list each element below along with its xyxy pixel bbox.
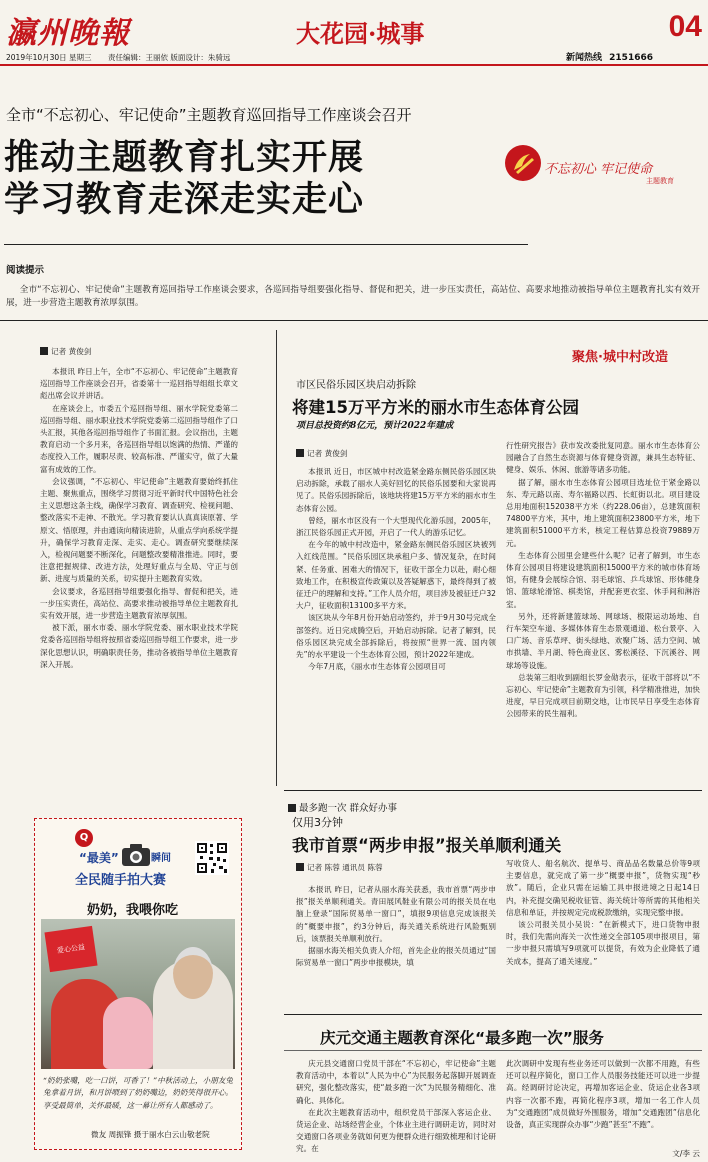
park-paragraph: 该区块从今年8月份开始启动签约，并于9月30号完成全部签约。近日完成腾空后，开始启动拆除。记者了解到，民俗乐园区块完成全部拆除后，将按照“世界一流、国内领先”的水平建设一个生态体育公园，预计2022年建成。: [296, 613, 496, 660]
park-paragraph: 在今年的城中村改造中，紧金路东侧民俗乐园区块被列入红线范围。“民俗乐园区块承租户多、情况复杂，在时间紧、任务重、困难大的情况下，征收干部全力以赴，耐心细致地工作，在积极宣传政策以及答疑解惑下，最终得到了被征迁户的理解和支持。”工作人员介绍，项目涉及被征迁户32大户，征收面积13100多平方米。: [296, 540, 496, 611]
byline-marker-icon: [40, 347, 48, 355]
qr-code-icon[interactable]: [195, 841, 229, 875]
reading-tip-rule: [0, 320, 708, 321]
bus-paragraph: 在此次主题教育活动中，组织党员干部深入客运企业、货运企业、站场经营企业，个体业主进行调研走访，同时对交通窗口各项业务就如何更为便群众进行细致梳理和讨论研究。在: [296, 1107, 496, 1154]
reading-tip-label: 阅读提示: [6, 265, 45, 276]
port-paragraph: 写收货人、船名航次、提单号、商品品名数量总价等9项主要信息，就完成了第一步“概要申报”，货物实现“秒放”。随后，企业只需在运输工具申报进境之日起14日内，补充提交确见税收征管、海关统计等所需的其他相关信息和单证，并按规定完成税款缴纳，实现完整申报。: [506, 859, 700, 917]
reading-tip-text: 全市“不忘初心、牢记使命”主题教育巡回指导工作座谈会要求，各巡回指导组要强化指导、督促和把关，进一步压实责任，高站位、高要求地推动被指导单位主题教育扎实有效开展，进一步营造主题教育浓厚氛围。: [6, 285, 700, 308]
port-paragraph: 该公司报关员小吴说：“在新模式下，进口货物申报时，我们先需向海关一次性递交全部105项申报项目，第一步申报只需填写9项就可以提货，有效为企业降低了通关成本，提高了通关速度。”: [506, 920, 700, 966]
masthead: [0, 0, 708, 64]
park-byline: 记者 黄俊剑: [296, 448, 347, 459]
port-paragraph: 据丽水海关相关负责人介绍，首先企业的报关员通过“国际贸易单一窗口”两步申报模块，填: [296, 946, 496, 968]
party-emblem-icon: [504, 144, 542, 182]
park-headline: 将建15万平方米的丽水市生态体育公园: [292, 398, 579, 417]
hotline-label: 新闻热线: [566, 53, 603, 63]
promo-photo-title: 奶奶，我喂你吃: [87, 903, 179, 918]
park-paragraph: 今年7月底，《丽水市生态体育公园项目可: [308, 662, 446, 672]
bus-paragraph: 庆元县交通窗口党员干部在“不忘初心，牢记使命”主题教育活动中，本着以“人民为中心”为民服务起落脚开展调查研究，强化整改落实，使“最多跑一次”为民服务精细化、准确化、具体化。: [296, 1059, 496, 1105]
bus-headline-rule: [284, 1050, 702, 1051]
lead-paragraph: 本报讯 昨日上午，全市“不忘初心、牢记使命”主题教育巡回指导工作座谈会召开，省委第十一巡回指导组组长章文彪出席会议并讲话。: [40, 367, 238, 401]
promo-credit: 微友 周振锋 摄于丽水白云山敬老院: [91, 1130, 210, 1139]
park-paragraph: 生态体育公园里会建些什么呢？记者了解到，市生态体育公园项目将建设建筑面积15000平方米的城市体育场馆，有健身会展综合馆、羽毛球馆、乒乓球馆、形体健身馆、篮球轮滑馆、棋类馆，并配套更衣室、休手间和淋浴室。: [506, 550, 700, 609]
promo-title-bottom: 全民随手拍大赛: [75, 873, 167, 888]
bus-credit: 文/李 云: [672, 1149, 700, 1158]
column-divider: [276, 330, 277, 786]
theme-logo: [500, 128, 700, 198]
section-title: 大花园·城事: [296, 19, 425, 48]
hotline: [566, 50, 653, 63]
masthead-rule: [0, 64, 708, 66]
promo-title-mid: 瞬间: [151, 853, 171, 864]
park-paragraph: 另外，还将新建篮球场、网球场、极限运动场地、自行车架空车道、多媒体体育生态景观通道、松台景亭、入口广场、音乐草坪、街头绿地、欢聚广场、活力空间、城市拱墙、半月湖、特色商业区、雾松溪径、下沉溪谷、网球场等设施。: [506, 611, 700, 670]
camera-icon: [121, 843, 151, 867]
bus-col1: [296, 1058, 496, 1158]
port-headline: 我市首票“两步申报”报关单顺利通关: [292, 836, 562, 855]
bus-col2: [506, 1058, 700, 1142]
byline-marker-icon: [296, 449, 304, 457]
logo-text: 不忘初心 牢记使命: [544, 162, 653, 177]
lead-paragraph: 被下派，丽水市委、丽水学院党委、丽水职业技术学院党委各巡回指导组将按照省委巡回指导组工作要求，进一步深化思想认识，明确职责任务，推动各被指导单位主题教育深入开展。: [40, 623, 238, 669]
hotline-number: 2151666: [609, 53, 653, 63]
park-paragraph: 曾经，丽水市区没有一个大型现代化游乐园，2005年，浙江民俗乐园正式开园，开启了一代人的游乐记忆。: [296, 515, 496, 538]
focus-label: 聚焦·城中村改造: [572, 350, 668, 365]
page-number: 04: [668, 10, 702, 43]
park-col1: [296, 466, 496, 776]
lead-paragraph: 会议要求，各巡回指导组要强化指导、督促和把关，进一步压实责任，高站位、高要求推动被指导单位主题教育扎实有效开展，进一步营造主题教育浓厚氛围。: [40, 586, 238, 621]
promo-title-top: “最美”: [79, 851, 119, 865]
paper-name: 瀛州晚報: [6, 16, 130, 51]
lead-body: [40, 366, 238, 806]
logo-sub: 主题教育: [646, 177, 674, 185]
park-col2: [506, 440, 700, 786]
promo-photo: [41, 919, 235, 1069]
byline-marker-icon: [296, 863, 304, 871]
port-paragraph: 本报讯 昨日，记者从丽水海关获悉，我市首票“两步申报”报关单顺利通关。青田展风鞋业有限公司的报关员在电脑上登录“国际贸易单一窗口”，填报9项信息完成该报关的“概要申报”，约3分钟后，海关通关系统进行风险甄别后，该票报关单顺利放行。: [296, 885, 496, 943]
bus-headline: 庆元交通主题教育深化“最多跑一次”服务: [320, 1029, 604, 1047]
port-kicker: 最多跑一次 群众好办事: [288, 800, 397, 814]
editor-line: 责任编辑：王丽依 版面设计：朱骑远: [108, 53, 231, 62]
port-kicker-sub: 仅用3分钟: [292, 816, 343, 829]
park-subhead: 项目总投资约8亿元，预计2022年建成: [296, 421, 454, 431]
promo-box: [34, 818, 242, 1150]
park-kicker: 市区民俗乐园区块启动拆除: [296, 380, 416, 391]
lead-rule: [4, 244, 528, 245]
lead-paragraph: 会议强调，“不忘初心、牢记使命”主题教育要始终抓住主题、聚焦重点，围绕学习贯彻习近平新时代中国特色社会主义思想这条主线，确保学习教育、调查研究、检视问题、整改落实不走神、不散光。学习教育要认认真真读原著、学原文、悟原理，并由通读向精读进阶，从重点学向系统学提升，确保学习教育走深、走实、走心。调查研究要继续深入，检视问题要不断深化，问题整改要精准推进。同时，要注意把握规律、改进方法，处理好重点与全局、守正与创新、进度与质量的关系，切实提升主题教育实效。: [40, 476, 238, 584]
promo-caption: “奶奶张嘴，吃一口饼，可香了！”中秋活动上，小朋友兔兔拿着月饼，和月饼喂到了奶奶嘴边，奶奶笑得很开心。享受最简单，关怀最暖，这一幕让所有人都感动了。: [43, 1076, 233, 1110]
park-paragraph: 据了解，丽水市生态体育公园项目选址位于紧金路以东、寿元路以南、寿尔福路以西、长虹街以北。项目建设总用地面积152038平方米（约228.06亩），总建筑面积74800平方米，其中，地上建筑面积23800平方米，地下建筑面积51000平方米，核定工程估算总投资79889万元。: [506, 477, 700, 548]
park-paragraph: 总装第三组收到副组长罗金勋表示，征收干部将以“不忘初心、牢记使命”主题教育为引领，科学精准推进，加快进度，早日完成项目前期交地，让市民早日享受生态体育公园带来的民生福利。: [506, 672, 700, 719]
lead-headline-line1: 推动主题教育扎实开展: [4, 138, 365, 178]
park-paragraph: 本报讯 近日，市区城中村改造紧金路东侧民俗乐园区块启动拆除，承载了丽水人美好回忆的民俗乐园要和大家说再见了。民俗乐园拆除后，该地块将建15万平方米的丽水市生态体育公园。: [296, 467, 496, 513]
lead-byline: 记者 黄俊剑: [40, 346, 91, 357]
lead-paragraph: 在座谈会上，市委五个巡回指导组、丽水学院党委第二巡回指导组、丽水职业技术学院党委第二巡回指导组作了口头汇报，其他各巡回指导组作了书面汇报。会议指出，主题教育启动一个多月来，各巡回指导组以饱满的热情、严谨的态度投入工作，履职尽责、较高标准、严谨实守，做了大量富有成效的工作。: [40, 403, 238, 474]
port-byline: 记者 陈蓉 通讯员 陈蓉: [296, 862, 383, 873]
lead-kicker: 全市“不忘初心、牢记使命”主题教育巡回指导工作座谈会召开: [6, 106, 412, 124]
port-col2: [506, 858, 700, 1008]
park-bottom-rule: [284, 790, 702, 791]
lead-headline-line2: 学习教育走深走实走心: [4, 180, 365, 220]
date-line: 2019年10月30日 星期三: [6, 53, 92, 62]
port-col1: [296, 884, 496, 1008]
photo-child: [103, 997, 153, 1069]
photo-grandma-head: [173, 947, 213, 999]
promo-badge: Q: [75, 829, 93, 847]
bus-paragraph: 此次调研中发现有些业务还可以做到一次都不用跑，有些还可以程序简化，窗口工作人员服务技能还可以进一步提高。经调研讨论决定，再增加客运企业、货运企业各3项内容一次都不跑，再简化程序3项，增加一名工作人员为“交通跑团”成员做好外围服务，增加“交通跑团”信息化设备，真正实现群众办事“少跑”甚至“不跑”。: [506, 1059, 700, 1130]
port-bottom-rule: [284, 1014, 702, 1015]
park-paragraph: 行性研究报告》获市发改委批复同意。丽水市生态体育公园融合了自然生态资源与体育健身资源，兼具生态特征、健身、娱乐、休闲、旅游等诸多功能。: [506, 441, 700, 475]
kicker-marker-icon: [288, 804, 296, 812]
photo-sign: 爱心公益: [44, 926, 97, 972]
